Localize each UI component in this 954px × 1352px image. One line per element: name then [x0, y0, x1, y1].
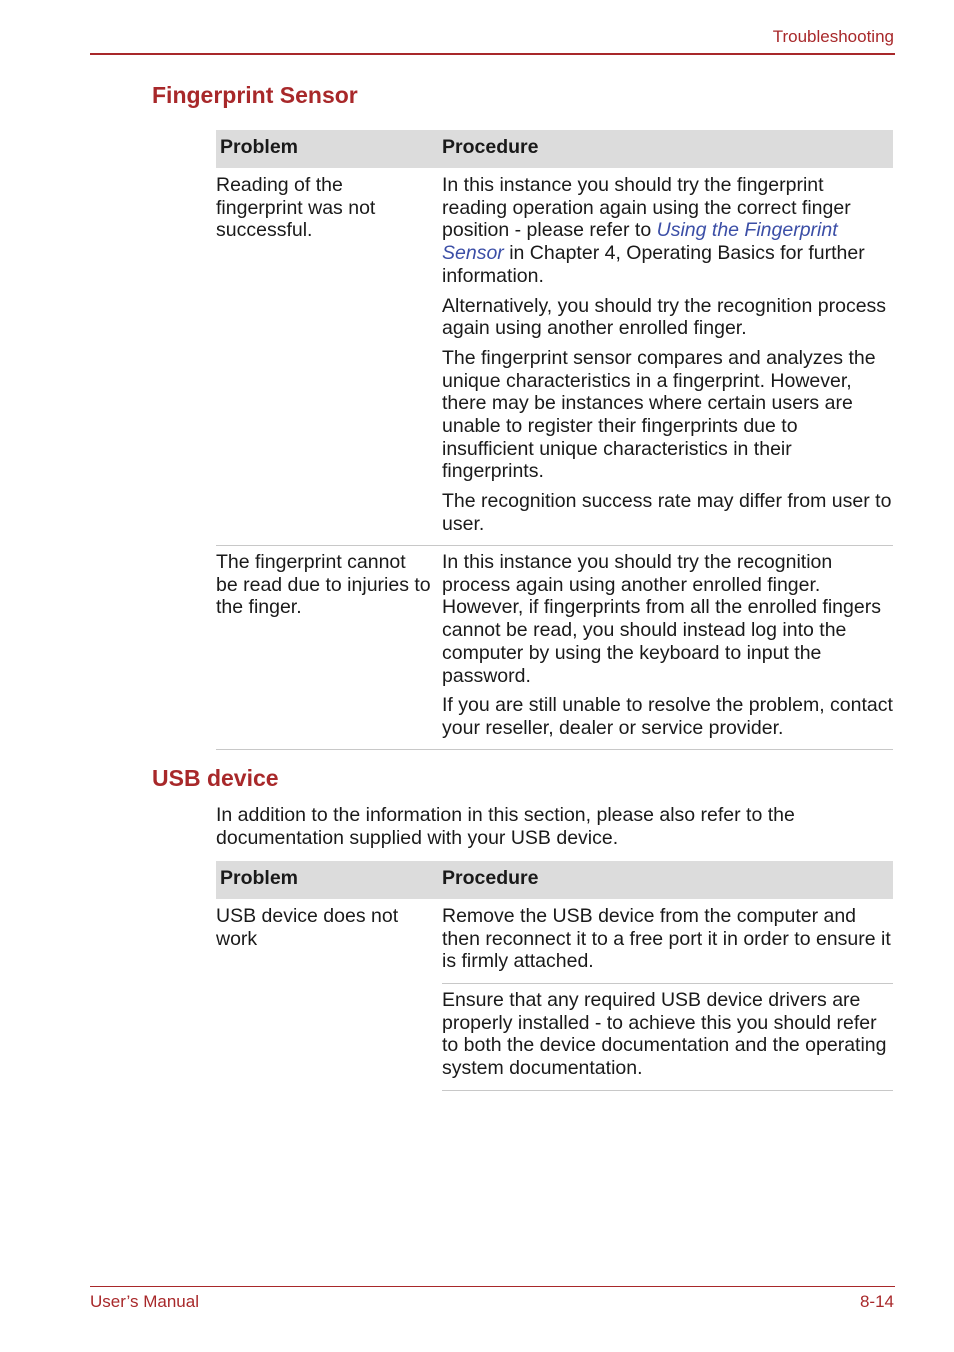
fingerprint-row1-problem [216, 174, 431, 249]
fingerprint-section-title: Fingerprint Sensor [152, 82, 358, 108]
procedure-paragraph: The recognition success rate may differ from user to user. [442, 490, 892, 535]
procedure-divider [442, 983, 893, 984]
row-divider [216, 545, 893, 546]
fingerprint-row1-procedure [442, 174, 893, 543]
table-bottom-rule [216, 749, 893, 750]
usb-row1-problem [216, 905, 431, 957]
procedure-paragraph: In this instance you should try the recognition process again using another enrolled finger. However, if fingerprints from all the enrolled fingers cannot be read, you should instead log into the computer by using the keyboard to input the password. [442, 551, 881, 687]
procedure-column-header: Procedure [442, 867, 539, 889]
usb-intro-paragraph: In addition to the information in this section, please also refer to the documentation supplied with your USB device. [216, 804, 795, 849]
cross-reference-link[interactable]: Using the Fingerprint Sensor [442, 219, 838, 265]
fingerprint-row2-problem [216, 551, 431, 626]
fingerprint-table-header [216, 130, 893, 168]
running-header: Troubleshooting [772, 27, 894, 46]
problem-column-header: Problem [220, 867, 299, 889]
manual-title: User’s Manual [90, 1292, 199, 1311]
procedure-paragraph: Remove the USB device from the computer and then reconnect it to a free port it in order to ensure it is firmly attached. [442, 905, 891, 973]
footer-rule [90, 1286, 895, 1287]
usb-section-title: USB device [152, 765, 279, 791]
problem-column-header: Problem [220, 136, 299, 158]
table-bottom-rule [442, 1090, 893, 1091]
problem-text: Reading of the fingerprint was not successful. [216, 174, 376, 242]
procedure-paragraph: Alternatively, you should try the recognition process again using another enrolled finger. [442, 294, 887, 340]
usb-row1-procedure [442, 905, 893, 980]
procedure-paragraph: The fingerprint sensor compares and analyzes the unique characteristics in a fingerprint. However, there may be instances where certain users are unable to register their fingerprints due to insufficient unique characteristics in their fingerprints. [442, 346, 876, 483]
fingerprint-row2-procedure [442, 551, 893, 747]
page-number: 8-14 [859, 1292, 894, 1311]
usb-table-header [216, 861, 893, 899]
procedure-text: In this instance you should try the fingerprint reading operation again using the correct finger position - please refer to [442, 174, 851, 242]
procedure-column-header: Procedure [442, 136, 539, 158]
problem-text: The fingerprint cannot be read due to injuries to the finger. [216, 551, 431, 619]
procedure-paragraph: Ensure that any required USB device drivers are properly installed - to achieve this you should refer to both the device documentation and the operating system documentation. [442, 989, 887, 1080]
procedure-paragraph: If you are still unable to resolve the problem, contact your reseller, dealer or service provider. [442, 694, 893, 739]
header-rule [90, 53, 895, 55]
problem-text: USB device does not work [216, 905, 399, 950]
procedure-paragraph [442, 174, 893, 288]
procedure-text: in Chapter 4, Operating Basics for further information. [442, 242, 865, 287]
usb-row1-procedure-cont [442, 989, 893, 1087]
